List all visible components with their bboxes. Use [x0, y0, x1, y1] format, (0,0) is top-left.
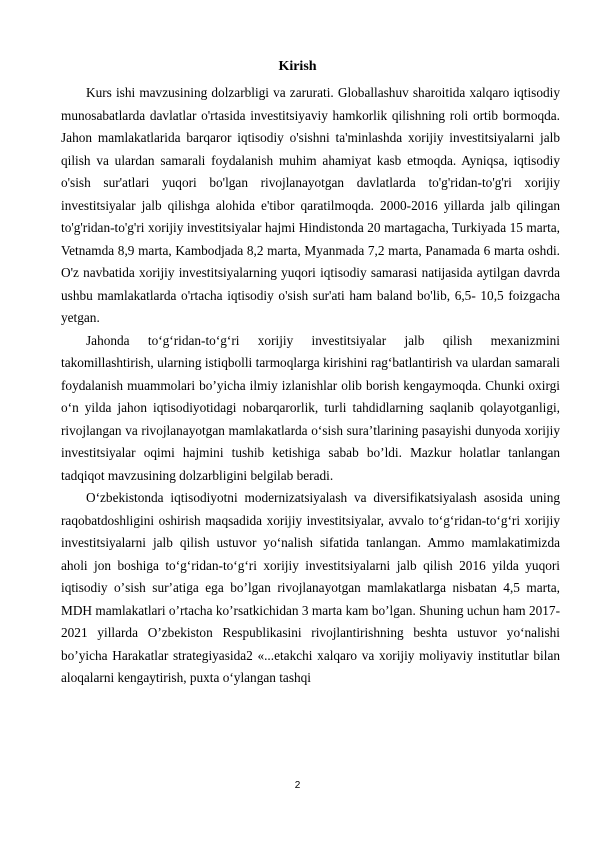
body-text [61, 82, 560, 690]
paragraph-uzbekistan: Oʻzbekistonda iqtisodiyotni modernizatsiyalash va diversifikatsiyalash asosida uning raqobatdoshligini oshirish maqsadida xorijiy investitsiyalar, avvalo toʻgʻridan-toʻgʻri xorijiy investitsiyalarni jalb qilish ustuvor yoʻnalish sifatida tanlangan. Ammo mamlakatimizda aholi jon boshiga toʻgʻridan-toʻgʻri xorijiy investitsiyalarni jalb qilish 2016 yilda yuqori iqtisodiy oʼsish surʼatiga ega boʼlgan rivojlanayotgan mamlakatlarga nisbatan 4,5 marta, MDH mamlakatlari oʼrtacha koʼrsatkichidan 3 marta kam boʼlgan. Shuning uchun ham 2017-2021 yillarda Oʼzbekiston Respublikasini rivojlantirishning beshta ustuvor yoʻnalishi boʼyicha Harakatlar strategiyasida2 «...etakchi xalqaro va xorijiy moliyaviy institutlar bilan aloqalarni kengaytirish, puxta oʻylangan tashqi [61, 490, 560, 685]
paragraph-relevance: Kurs ishi mavzusining dolzarbligi va zarurati. Globallashuv sharoitida xalqaro iqtisodiy munosabatlarda davlatlar o'rtasida investitsiyaviy hamkorlik qilishning roli ortib bormoqda. Jahon mamlakatlarida barqaror iqtisodiy o'sishni ta'minlashda xorijiy investitsiyalarni jalb qilish va ulardan samarali foydalanish muhim ahamiyat kasb etmoqda. Ayniqsa, iqtisodiy o'sish sur'atlari yuqori bo'lgan rivojlanayotgan davlatlarda to'g'ridan-to'g'ri xorijiy investitsiyalar jalb qilishga alohida e'tibor qaratilmoqda. 2000-2016 yillarda jalb qilingan to'g'ridan-to'g'ri xorijiy investitsiyalar hajmi Hindistonda 20 martagacha, Turkiyada 15 marta, Vetnamda 8,9 marta, Kambodjada 8,2 marta, Myanmada 7,2 marta, Panamada 6 marta oshdi. O'z navbatida xorijiy investitsiyalarning yuqori iqtisodiy samarasi natijasida aytilgan davrda ushbu mamlakatlarda o'rtacha iqtisodiy o'sish sur'ati ham baland bo'lib, 6,5- 10,5 foizgacha yetgan. [61, 85, 560, 325]
section-title: Kirish [278, 59, 317, 74]
page-number: 2 [294, 780, 301, 791]
paragraph-world-fdi: Jahonda toʻgʻridan-toʻgʻri xorijiy investitsiyalar jalb qilish mexanizmini takomillashtirish, ularning istiqbolli tarmoqlarga kirishini ragʻbatlantirish va ulardan samarali foydalanish muammolari boʼyicha ilmiy izlanishlar olib borish kengaymoqda. Chunki oxirgi oʻn yilda jahon iqtisodiyotidagi nobarqarorlik, turli tahdidlarning saqlanib qolayotganligi, rivojlangan va rivojlanayotgan mamlakatlarda oʻsish suraʼtlarining pasayishi dunyoda xorijiy investitsiyalar oqimi hajmini tushib ketishiga sabab boʼldi. Mazkur holatlar tanlangan tadqiqot mavzusining dolzarbligini belgilab beradi. [61, 332, 560, 483]
